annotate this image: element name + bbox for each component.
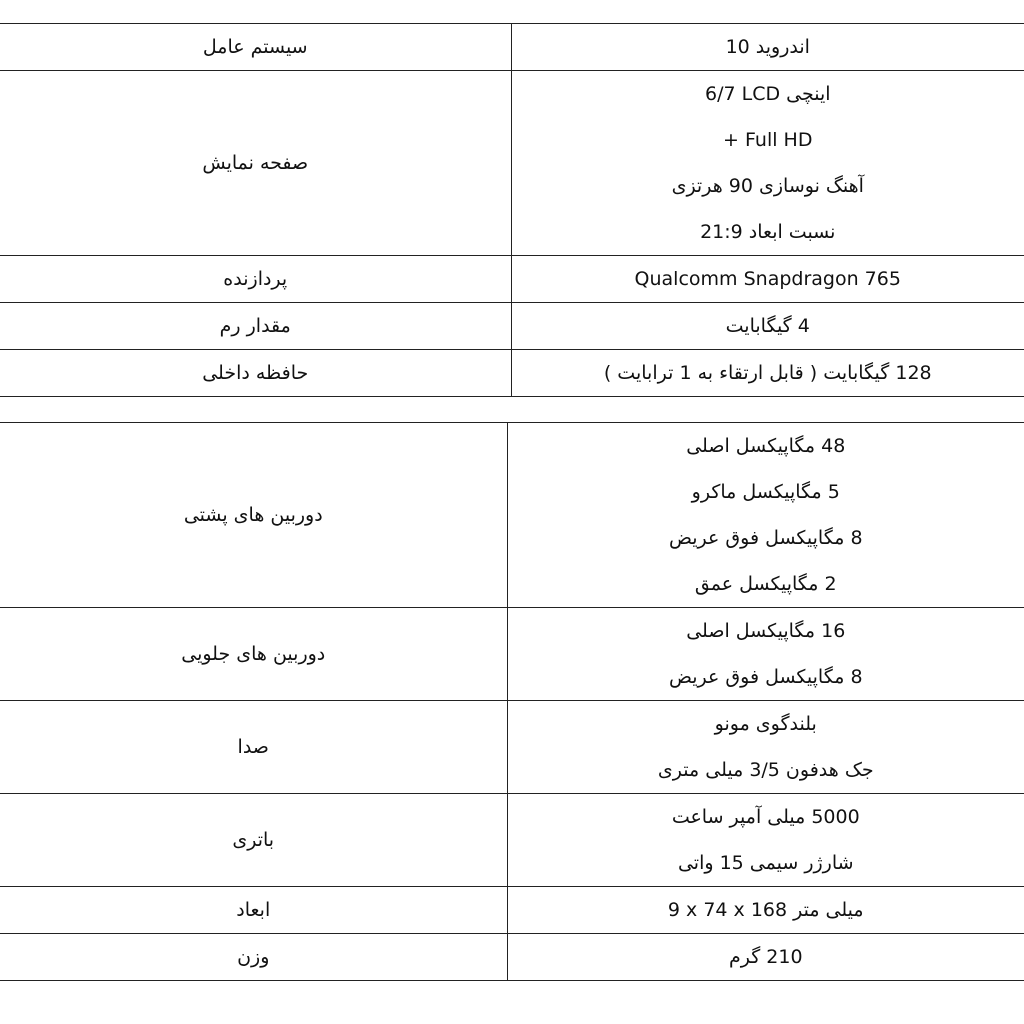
table-row	[0, 350, 1024, 397]
row-value-cell	[511, 303, 1024, 350]
row-value-cell	[507, 887, 1024, 934]
row-label-cell	[0, 303, 511, 350]
row-label-cell	[0, 887, 507, 934]
table-row	[0, 934, 1024, 981]
row-value: بلندگوی مونو	[714, 712, 817, 735]
row-value-cell	[511, 24, 1024, 71]
table-row	[0, 24, 1024, 71]
row-value: 6/7 LCD اینچی	[704, 82, 831, 105]
row-value: 2 مگاپیکسل عمق	[694, 572, 837, 595]
row-value-cell	[507, 794, 1024, 887]
table-row	[0, 303, 1024, 350]
row-label: سیستم عامل	[202, 35, 308, 58]
row-value: نسبت ابعاد 21:9	[700, 220, 836, 243]
row-label-cell	[0, 24, 511, 71]
row-value-cell	[511, 350, 1024, 397]
row-value: 5 مگاپیکسل ماکرو	[691, 480, 840, 503]
row-label-cell	[0, 934, 507, 981]
table-row	[0, 701, 1024, 794]
row-label-cell	[0, 256, 511, 303]
row-label-cell	[0, 71, 511, 256]
row-value-cell	[507, 934, 1024, 981]
row-label: دوربین های پشتی	[183, 503, 323, 526]
row-value: 8 مگاپیکسل فوق عریض	[668, 665, 863, 688]
row-label: باتری	[232, 828, 275, 851]
row-value: + Full HD	[723, 128, 813, 151]
row-value: 9 x 74 x 168 میلی متر	[667, 898, 864, 921]
row-value: جک هدفون 3/5 میلی متری	[657, 758, 874, 781]
row-value-cell	[507, 423, 1024, 608]
row-value: Qualcomm Snapdragon 765	[634, 267, 901, 290]
row-value-cell	[507, 701, 1024, 794]
row-label-cell	[0, 794, 507, 887]
row-value: 210 گرم	[728, 945, 803, 968]
row-value-cell	[511, 71, 1024, 256]
row-value: 8 مگاپیکسل فوق عریض	[668, 526, 863, 549]
table-row	[0, 794, 1024, 887]
row-label: حافظه داخلی	[202, 361, 309, 384]
row-label: مقدار رم	[219, 314, 291, 337]
table-row	[0, 71, 1024, 256]
row-value: 48 مگاپیکسل اصلی	[686, 434, 846, 457]
row-value: 16 مگاپیکسل اصلی	[686, 619, 846, 642]
table-row	[0, 608, 1024, 701]
row-label-cell	[0, 423, 507, 608]
row-value: 5000 میلی آمپر ساعت	[671, 805, 860, 828]
row-label-cell	[0, 350, 511, 397]
row-label: وزن	[237, 945, 270, 968]
row-value-cell	[511, 256, 1024, 303]
spec-table-features	[0, 422, 1024, 981]
row-value: 128 گیگابایت ( قابل ارتقاء به 1 ترابایت )	[603, 361, 932, 384]
row-label-cell	[0, 701, 507, 794]
row-label: صفحه نمایش	[202, 151, 309, 174]
table-row	[0, 256, 1024, 303]
spec-table-general	[0, 23, 1024, 397]
row-value: شارژر سیمی 15 واتی	[677, 851, 854, 874]
row-label: پردازنده	[223, 267, 288, 290]
row-label: دوربین های جلویی	[181, 642, 326, 665]
row-label: صدا	[237, 735, 269, 758]
row-label: ابعاد	[236, 898, 271, 921]
row-value-cell	[507, 608, 1024, 701]
table-row	[0, 423, 1024, 608]
table-row	[0, 887, 1024, 934]
row-label-cell	[0, 608, 507, 701]
row-value: اندروید 10	[725, 35, 810, 58]
row-value: 4 گیگابایت	[725, 314, 810, 337]
row-value: آهنگ نوسازی 90 هرتزی	[671, 174, 864, 197]
